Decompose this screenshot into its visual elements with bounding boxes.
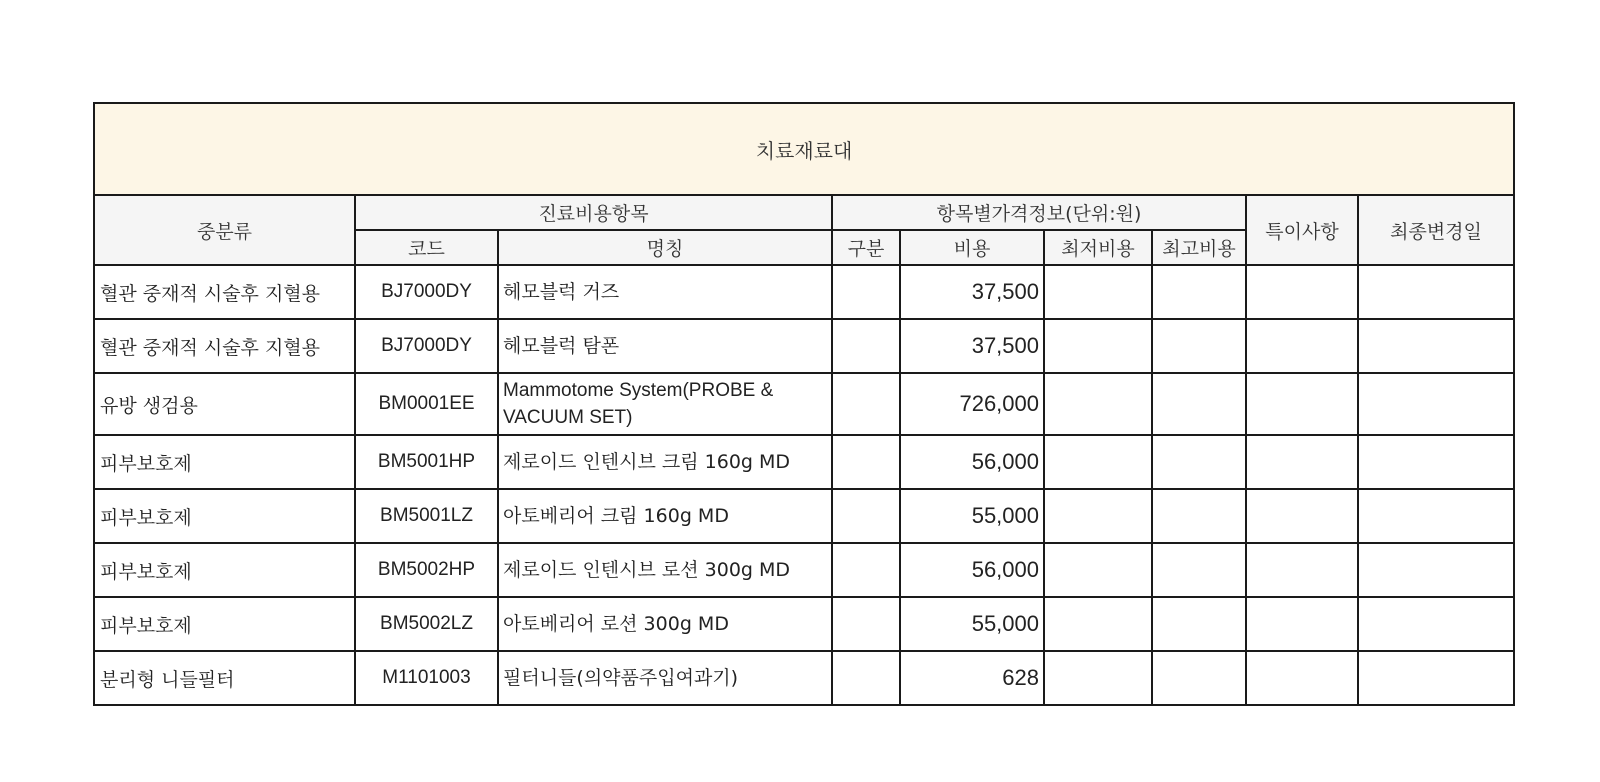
- cell-max-cost: [1152, 651, 1246, 705]
- cell-min-cost: [1044, 319, 1152, 373]
- cell-min-cost: [1044, 543, 1152, 597]
- cell-max-cost: [1152, 373, 1246, 435]
- cell-max-cost: [1152, 319, 1246, 373]
- cell-category: 분리형 니들필터: [94, 651, 355, 705]
- cell-last-changed: [1358, 597, 1514, 651]
- table-row: [94, 489, 1514, 543]
- cell-type: [832, 265, 900, 319]
- cell-last-changed: [1358, 319, 1514, 373]
- cell-min-cost: [1044, 489, 1152, 543]
- cell-last-changed: [1358, 543, 1514, 597]
- cell-category: 혈관 중재적 시술후 지혈용: [94, 265, 355, 319]
- header-category: 중분류: [94, 195, 355, 265]
- cell-name: 필터니들(의약품주입여과기): [498, 651, 832, 705]
- cell-notes: [1246, 489, 1358, 543]
- header-max-cost: 최고비용: [1152, 230, 1246, 265]
- cell-category: 피부보호제: [94, 435, 355, 489]
- cell-notes: [1246, 265, 1358, 319]
- cell-notes: [1246, 597, 1358, 651]
- cell-cost: 56,000: [900, 435, 1044, 489]
- cell-code: BJ7000DY: [355, 319, 498, 373]
- cell-cost: 726,000: [900, 373, 1044, 435]
- cell-category: 피부보호제: [94, 489, 355, 543]
- cell-type: [832, 651, 900, 705]
- header-min-cost: 최저비용: [1044, 230, 1152, 265]
- cell-cost: 37,500: [900, 265, 1044, 319]
- cell-cost: 56,000: [900, 543, 1044, 597]
- table-row: [94, 543, 1514, 597]
- cell-min-cost: [1044, 435, 1152, 489]
- cell-max-cost: [1152, 543, 1246, 597]
- table-row: [94, 265, 1514, 319]
- cell-type: [832, 435, 900, 489]
- header-cost: 비용: [900, 230, 1044, 265]
- cell-min-cost: [1044, 597, 1152, 651]
- cell-code: BM0001EE: [355, 373, 498, 435]
- cell-min-cost: [1044, 651, 1152, 705]
- cell-max-cost: [1152, 265, 1246, 319]
- cell-name: 헤모블럭 탐폰: [498, 319, 832, 373]
- table-row: [94, 597, 1514, 651]
- cell-category: 혈관 중재적 시술후 지혈용: [94, 319, 355, 373]
- table-row: [94, 651, 1514, 705]
- cell-name: Mammotome System(PROBE & VACUUM SET): [498, 373, 832, 435]
- cell-name: 아토베리어 크림 160g MD: [498, 489, 832, 543]
- cell-code: M1101003: [355, 651, 498, 705]
- cell-max-cost: [1152, 597, 1246, 651]
- cell-last-changed: [1358, 489, 1514, 543]
- cell-name: 아토베리어 로션 300g MD: [498, 597, 832, 651]
- header-item-group: 진료비용항목: [355, 195, 832, 230]
- cell-name: 헤모블럭 거즈: [498, 265, 832, 319]
- header-notes: 특이사항: [1246, 195, 1358, 265]
- cell-cost: 55,000: [900, 597, 1044, 651]
- cell-cost: 55,000: [900, 489, 1044, 543]
- cell-category: 피부보호제: [94, 597, 355, 651]
- cell-type: [832, 373, 900, 435]
- cell-name: 제로이드 인텐시브 로션 300g MD: [498, 543, 832, 597]
- header-last-changed: 최종변경일: [1358, 195, 1514, 265]
- cell-notes: [1246, 373, 1358, 435]
- cell-code: BJ7000DY: [355, 265, 498, 319]
- cell-code: BM5001HP: [355, 435, 498, 489]
- table-title: 치료재료대: [94, 103, 1514, 195]
- cell-last-changed: [1358, 435, 1514, 489]
- cell-code: BM5001LZ: [355, 489, 498, 543]
- cell-max-cost: [1152, 435, 1246, 489]
- cell-min-cost: [1044, 265, 1152, 319]
- cell-category: 피부보호제: [94, 543, 355, 597]
- cell-cost: 37,500: [900, 319, 1044, 373]
- header-code: 코드: [355, 230, 498, 265]
- cell-max-cost: [1152, 489, 1246, 543]
- cell-name: 제로이드 인텐시브 크림 160g MD: [498, 435, 832, 489]
- table-row: [94, 319, 1514, 373]
- cell-last-changed: [1358, 265, 1514, 319]
- table-row: [94, 373, 1514, 435]
- cell-notes: [1246, 651, 1358, 705]
- cell-notes: [1246, 319, 1358, 373]
- cell-notes: [1246, 543, 1358, 597]
- cell-notes: [1246, 435, 1358, 489]
- cell-min-cost: [1044, 373, 1152, 435]
- cell-category: 유방 생검용: [94, 373, 355, 435]
- cell-last-changed: [1358, 373, 1514, 435]
- cell-last-changed: [1358, 651, 1514, 705]
- cell-cost: 628: [900, 651, 1044, 705]
- table-row: [94, 435, 1514, 489]
- header-type: 구분: [832, 230, 900, 265]
- fee-table: [93, 102, 1515, 706]
- cell-type: [832, 597, 900, 651]
- cell-type: [832, 543, 900, 597]
- cell-code: BM5002HP: [355, 543, 498, 597]
- header-price-group: 항목별가격정보(단위:원): [832, 195, 1246, 230]
- cell-type: [832, 489, 900, 543]
- cell-code: BM5002LZ: [355, 597, 498, 651]
- header-name: 명칭: [498, 230, 832, 265]
- cell-type: [832, 319, 900, 373]
